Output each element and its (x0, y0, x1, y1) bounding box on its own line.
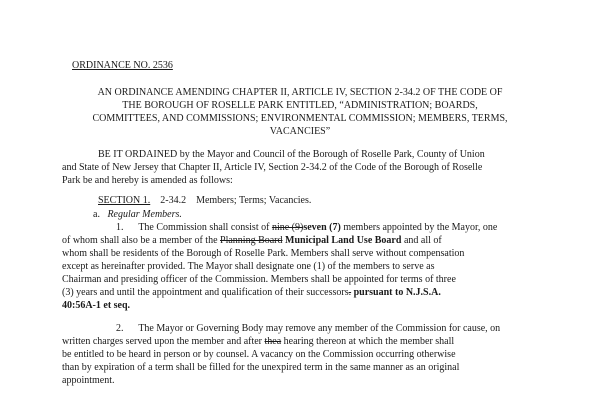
section-title: Members; Terms; Vacancies. (196, 195, 312, 206)
ordain-line-3: Park be and hereby is amended as follows: (62, 175, 233, 186)
para2-line-2 (62, 335, 454, 348)
para1-line-1 (116, 221, 497, 234)
ordain-line-2: and State of New Jersey that Chapter II, Article IV, Section 2-34.2 of the Code of the Borough of Roselle (62, 162, 483, 173)
para1-l2-rest: and all of (401, 235, 442, 246)
ordinance-number: ORDINANCE NO. 2536 (72, 60, 173, 71)
inserted-text: seven (7) (303, 222, 341, 233)
para1-line-6 (62, 286, 441, 299)
section-number: 2-34.2 (160, 195, 187, 206)
para2-line-5: appointment. (62, 375, 115, 386)
title-line-2: THE BOROUGH OF ROSELLE PARK ENTITLED, “ADMINISTRATION; BOARDS, (122, 100, 478, 111)
para1-l1-rest: members appointed by the Mayor, one (340, 222, 498, 233)
para1-line-7: 40:56A-1 et seq. (62, 300, 131, 311)
title-line-3: COMMITTEES, AND COMMISSIONS; ENVIRONMENTAL COMMISSION; MEMBERS, TERMS, (92, 113, 508, 124)
inserted-text: pursuant to N.J.S.A. (351, 287, 441, 298)
inserted-text: Municipal Land Use Board (282, 235, 402, 246)
struck-text: . (348, 287, 352, 298)
title-line-4: VACANCIES” (269, 126, 331, 137)
ordain-line-1: BE IT ORDAINED by the Mayor and Council of the Borough of Roselle Park, County of Union (98, 149, 485, 160)
subsection-title: Regular Members. (107, 209, 182, 220)
subsection-a (93, 208, 182, 221)
para2-line-1: 2. The Mayor or Governing Body may remove any member of the Commission for cause, on (116, 323, 501, 334)
para2-l2-text: written charges served upon the member and after (62, 336, 265, 347)
para2-l2-rest: hearing thereon at which the member shall (281, 336, 455, 347)
para2-line-3: be entitled to be heard in person or by counsel. A vacancy on the Commission occurring otherwise (62, 349, 456, 360)
para1-l6-text: (3) years and until the appointment and qualification of their successors (62, 287, 349, 298)
para1-line-2 (62, 234, 442, 247)
struck-text: Planning Board (220, 235, 283, 246)
para1-line-4: except as hereinafter provided. The Mayor shall designate one (1) of the members to serve as (62, 261, 435, 272)
struck-text: nine (9) (271, 222, 304, 233)
struck-text: thea (264, 336, 282, 347)
section-heading (98, 194, 311, 207)
section-label: SECTION 1. (98, 195, 151, 206)
para2-line-4: than by expiration of a term shall be filled for the unexpired term in the same manner as an original (62, 362, 460, 373)
para1-line-3: whom shall be residents of the Borough of Roselle Park. Members shall serve without compensation (62, 248, 465, 259)
subsection-marker: a. (93, 209, 100, 220)
para1-l2-text: of whom shall also be a member of the (62, 235, 221, 246)
para1-line-5: Chairman and presiding officer of the Commission. Members shall be appointed for terms of three (62, 274, 456, 285)
title-line-1: AN ORDINANCE AMENDING CHAPTER II, ARTICLE IV, SECTION 2-34.2 OF THE CODE OF (97, 87, 503, 98)
para1-l1-text: 1. The Commission shall consist of (116, 222, 272, 233)
